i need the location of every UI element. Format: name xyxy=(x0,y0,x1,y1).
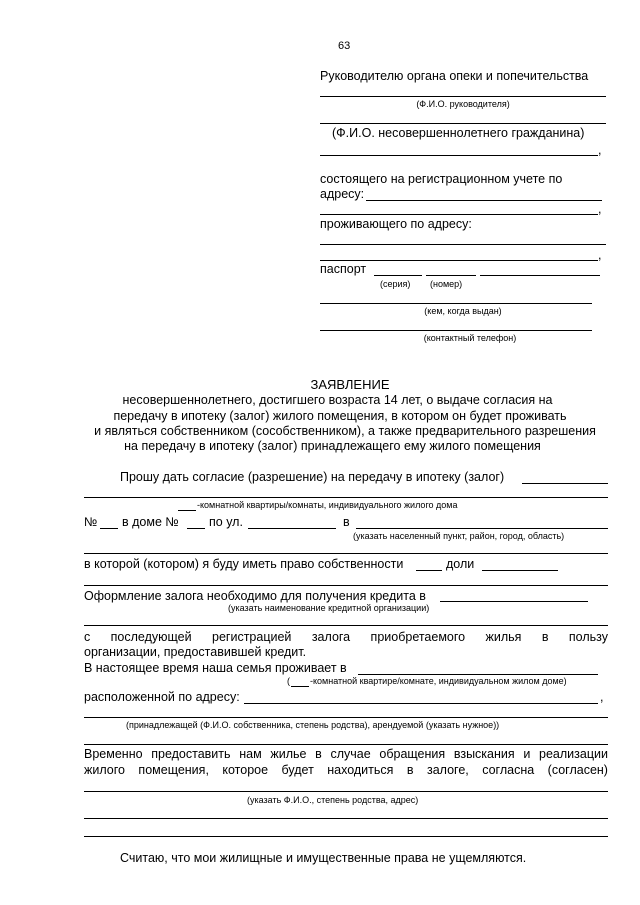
owner-caption: (принадлежащей (Ф.И.О. собственника, степень родства), арендуемой (указать нужное)) xyxy=(126,720,500,730)
place-line-2[interactable] xyxy=(84,553,608,554)
word: в xyxy=(315,747,322,761)
word: залога xyxy=(311,630,351,644)
closing-statement: Считаю, что мои жилищные и имущественные права не ущемляются. xyxy=(120,851,527,865)
word: которое xyxy=(222,763,269,777)
share-label: доли xyxy=(446,557,475,571)
place-line[interactable] xyxy=(356,528,608,529)
word: с xyxy=(84,630,91,644)
title-line-1: несовершеннолетнего, достигшего возраста 14 лет, о выдаче согласия на xyxy=(122,393,553,407)
provider-caption: (указать Ф.И.О., степень родства, адрес) xyxy=(247,795,419,805)
minor-name-line-2[interactable] xyxy=(320,155,598,156)
phone-line[interactable] xyxy=(320,330,592,331)
owner-line[interactable] xyxy=(84,717,608,718)
comma: , xyxy=(598,143,602,157)
word: залоге, xyxy=(426,763,469,777)
minor-name-line[interactable] xyxy=(320,123,606,124)
living-address-line-2[interactable] xyxy=(320,260,598,261)
word: в xyxy=(406,763,414,777)
apartment-number-label: № xyxy=(84,515,98,529)
provider-line-3[interactable] xyxy=(84,836,608,837)
registered-address-line[interactable] xyxy=(366,200,602,201)
word: последующей xyxy=(110,630,192,644)
passport-number-caption: (номер) xyxy=(430,279,463,289)
passport-series-line[interactable] xyxy=(374,275,422,276)
word: пользу xyxy=(568,630,608,644)
head-name-line[interactable] xyxy=(320,96,606,97)
passport-extra-line[interactable] xyxy=(480,275,600,276)
owner-line-2[interactable] xyxy=(84,744,608,745)
credit-text: Оформление залога необходимо для получения кредита в xyxy=(84,589,426,603)
provider-line-2[interactable] xyxy=(84,818,608,819)
credit-org-caption: (указать наименование кредитной организации) xyxy=(228,603,430,613)
word: жилого xyxy=(84,763,125,777)
word: помещения, xyxy=(138,763,209,777)
word: реализации xyxy=(539,747,608,761)
word: взыскания xyxy=(453,747,515,761)
word: приобретаемого xyxy=(370,630,466,644)
word: случае xyxy=(330,747,371,761)
residence-rooms-line[interactable] xyxy=(291,686,309,687)
registered-text: состоящего на регистрационном учете по xyxy=(320,172,563,186)
located-address-line[interactable] xyxy=(244,703,598,704)
request-text: Прошу дать согласие (разрешение) на передачу в ипотеку (залог) xyxy=(120,470,505,484)
word: в xyxy=(541,630,549,644)
passport-label: паспорт xyxy=(320,262,367,276)
share-line[interactable] xyxy=(482,570,558,571)
registration-line-1 xyxy=(84,630,608,644)
page-number: 63 xyxy=(338,40,351,52)
word: нам xyxy=(239,747,262,761)
rooms-caption: -комнатной квартиры/комнаты, индивидуального жилого дома xyxy=(197,500,458,510)
word: и xyxy=(523,747,531,761)
registered-address-label: адресу: xyxy=(320,187,365,201)
passport-series-caption: (серия) xyxy=(380,279,411,289)
word: Временно xyxy=(84,747,143,761)
comma: , xyxy=(598,248,602,262)
living-address-line[interactable] xyxy=(320,244,606,245)
passport-number-line[interactable] xyxy=(426,275,476,276)
phone-caption: (контактный телефон) xyxy=(423,333,517,343)
title-line-3: и являться собственником (сособственником), а также предварительного разрешения xyxy=(94,424,596,438)
title-line-2: передачу в ипотеку (залог) жилого помещения, в котором он будет проживать xyxy=(113,409,567,423)
living-address-label: проживающего по адресу: xyxy=(320,217,472,231)
issued-by-line[interactable] xyxy=(320,303,592,304)
word: согласна xyxy=(482,763,535,777)
word: будет xyxy=(281,763,314,777)
residence-caption: -комнатной квартире/комнате, индивидуальном жилом доме) xyxy=(310,676,567,686)
rooms-count-line[interactable] xyxy=(178,510,196,511)
street-label: по ул. xyxy=(209,515,243,529)
comma: , xyxy=(600,690,604,704)
apartment-number-line[interactable] xyxy=(100,528,118,529)
place-caption: (указать населенный пункт, район, город, область) xyxy=(353,531,565,541)
word: жилье xyxy=(270,747,307,761)
ownership-text: в которой (котором) я буду иметь право собственности xyxy=(84,557,404,571)
street-line[interactable] xyxy=(248,528,336,529)
share-count-line[interactable] xyxy=(416,570,442,571)
minor-name-caption: (Ф.И.О. несовершеннолетнего гражданина) xyxy=(332,126,585,140)
family-residence-line[interactable] xyxy=(358,674,598,675)
temporary-line-1 xyxy=(84,747,608,761)
credit-org-line-2[interactable] xyxy=(84,625,608,626)
house-number-label: в доме № xyxy=(122,515,179,529)
ownership-line-2[interactable] xyxy=(84,585,608,586)
comma: , xyxy=(598,202,602,216)
provider-line[interactable] xyxy=(84,791,608,792)
word: находиться xyxy=(327,763,394,777)
house-number-line[interactable] xyxy=(187,528,205,529)
head-name-caption: (Ф.И.О. руководителя) xyxy=(416,99,510,109)
caption-open-paren: ( xyxy=(287,676,290,686)
mortgage-object-line[interactable] xyxy=(522,483,608,484)
temporary-line-2 xyxy=(84,763,608,777)
addressee-text: Руководителю органа опеки и попечительства xyxy=(320,69,589,83)
word: регистрацией xyxy=(212,630,292,644)
word: жилья xyxy=(485,630,522,644)
mortgage-object-line-2[interactable] xyxy=(84,497,608,498)
document-heading: ЗАЯВЛЕНИЕ xyxy=(310,377,390,392)
credit-org-line[interactable] xyxy=(440,601,588,602)
place-in-label: в xyxy=(343,515,350,529)
family-text: В настоящее время наша семья проживает в xyxy=(84,661,347,675)
issued-by-caption: (кем, когда выдан) xyxy=(424,306,502,316)
word: предоставить xyxy=(151,747,231,761)
word: обращения xyxy=(379,747,446,761)
word: (согласен) xyxy=(547,763,608,777)
title-line-4: на передачу в ипотеку (залог) принадлежащего ему жилого помещения xyxy=(124,439,541,453)
located-label: расположенной по адресу: xyxy=(84,690,240,704)
registered-address-line-2[interactable] xyxy=(320,214,598,215)
registration-line-2: организации, предоставившей кредит. xyxy=(84,645,307,659)
